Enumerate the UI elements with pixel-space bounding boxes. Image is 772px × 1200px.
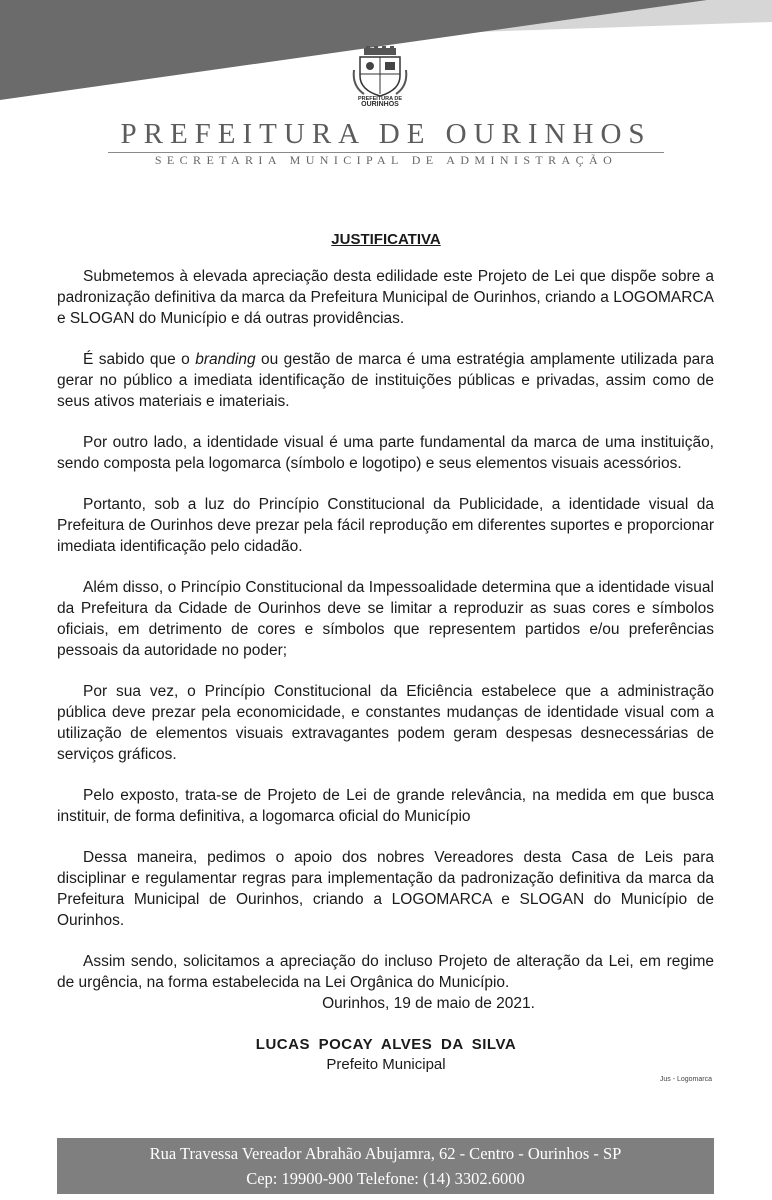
paragraph: Submetemos à elevada apreciação desta edilidade este Projeto de Lei que dispõe sobre a padronização definitiva da marca da Prefeitura Municipal de Ourinhos, criando a LOGOMARCA e SLOGAN do Município e dá outras providências. <box>57 268 714 327</box>
signatory-name: LUCAS POCAY ALVES DA SILVA <box>255 1036 517 1053</box>
organization-subtitle: SECRETARIA MUNICIPAL DE ADMINISTRAÇÃO <box>154 153 618 167</box>
document-title: JUSTIFICATIVA <box>331 231 441 248</box>
logo-caption-line2: OURINHOS <box>361 101 399 108</box>
reference-code: Jus - Logomarca <box>659 1076 712 1083</box>
branding-emphasis: branding <box>195 351 256 368</box>
paragraph: Dessa maneira, pedimos o apoio dos nobres Vereadores desta Casa de Leis para disciplinar e regulamentar regras para implementação da padronização definitiva da marca da Prefeitura Municipal de Ourinhos, criando a LOGOMARCA e SLOGAN do Município de Ourinhos. <box>57 849 714 929</box>
document-body <box>57 266 714 1014</box>
paragraph: Por outro lado, a identidade visual é uma parte fundamental da marca de uma instituição, sendo composta pela logomarca (símbolo e logotipo) e seus elementos visuais acessórios. <box>57 434 714 472</box>
footer-address: Rua Travessa Vereador Abrahão Abujamra, 62 - Centro - Ourinhos - SP <box>149 1144 622 1163</box>
signatory-role: Prefeito Municipal <box>326 1056 446 1073</box>
branding-text-before: É sabido que o <box>83 351 196 368</box>
branding-text-after: ou gestão de marca é uma estratégia amplamente utilizada para gerar no público a imediata identificação de instituições públicas e privadas, assim como de seus ativos materiais e imateriais. <box>57 351 714 410</box>
footer <box>57 1138 714 1194</box>
paragraph: Por sua vez, o Princípio Constitucional da Eficiência estabelece que a administração pública deve prezar pela economicidade, e constantes mudanças de identidade visual com a utilização de elementos visuais extravagantes podem geram despesas desnecessárias de serviços gráficos. <box>57 683 714 763</box>
date-line: Ourinhos, 19 de maio de 2021. <box>322 995 535 1012</box>
logo-caption-line1: PREFEITURA DE <box>357 96 403 102</box>
footer-contact: Cep: 19900-900 Telefone: (14) 3302.6000 <box>246 1169 525 1188</box>
organization-title: PREFEITURA DE OURINHOS <box>120 118 652 150</box>
branding-paragraph <box>57 349 714 412</box>
logo-caption <box>330 96 430 108</box>
paragraph: Pelo exposto, trata-se de Projeto de Lei de grande relevância, na medida em que busca instituir, de forma definitiva, a logomarca oficial do Município <box>57 787 714 825</box>
paragraph: Assim sendo, solicitamos a apreciação do incluso Projeto de alteração da Lei, em regime de urgência, na forma estabelecida na Lei Orgânica do Município. <box>57 953 714 991</box>
paragraph: Além disso, o Princípio Constitucional da Impessoalidade determina que a identidade visual da Prefeitura da Cidade de Ourinhos deve se limitar a reproduzir as suas cores e símbolos oficiais, em detrimento de cores e símbolos que representem partidos e/ou preferências pessoais da autoridade no poder; <box>57 579 714 659</box>
paragraph: Portanto, sob a luz do Princípio Constitucional da Publicidade, a identidade visual da Prefeitura de Ourinhos deve prezar pela fácil reprodução em diferentes suportes e proporcionar imediata identificação pelo cidadão. <box>57 496 714 555</box>
